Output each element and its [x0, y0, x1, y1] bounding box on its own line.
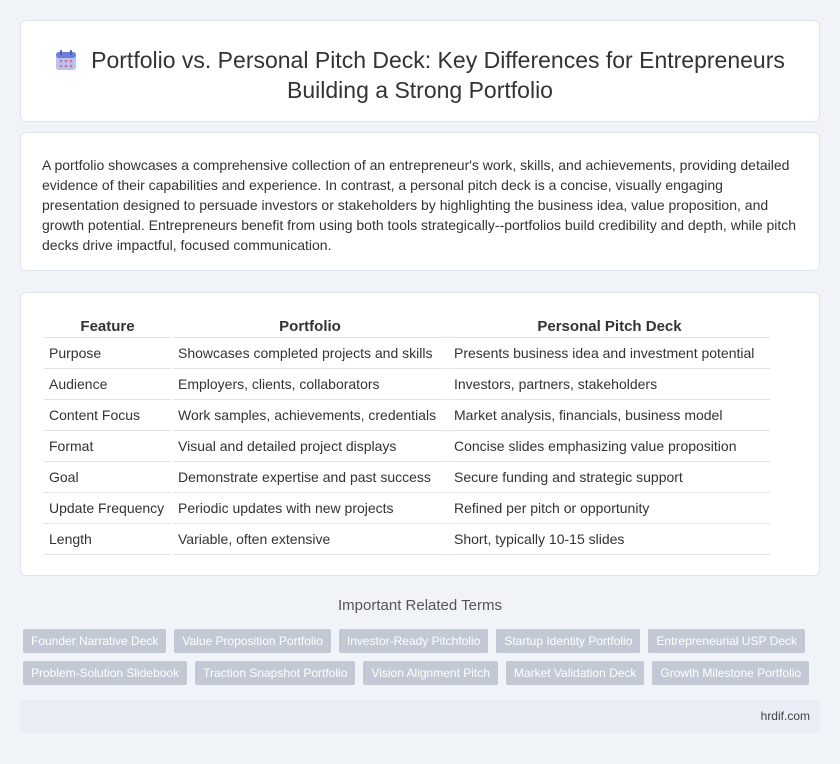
table-row: [44, 524, 770, 555]
related-term-tag[interactable]: Growth Milestone Portfolio: [652, 661, 809, 685]
pitch-deck-cell: Market analysis, financials, business model: [449, 400, 770, 431]
related-terms-tags: [23, 629, 823, 685]
feature-cell: Purpose: [44, 338, 171, 369]
page-title-block: [21, 45, 819, 105]
intro-paragraph: A portfolio showcases a comprehensive collection of an entrepreneur's work, skills, and achievements, providing detailed evidence of their capabilities and experience. In contrast, a personal pitch deck is a concise, visually engaging presentation designed to persuade investors or stakeholders by highlighting the business idea, value proposition, and growth potential. Entrepreneurs benefit from using both tools strategically--portfolios build credibility and depth, while pitch decks drive impactful, focused communication.: [42, 157, 797, 253]
portfolio-cell: Employers, clients, collaborators: [173, 369, 447, 400]
table-header-row: [44, 316, 770, 338]
header-pitch-deck: Personal Pitch Deck: [449, 316, 770, 338]
portfolio-cell: Demonstrate expertise and past success: [173, 462, 447, 493]
table-row: [44, 369, 770, 400]
related-term-tag[interactable]: Investor-Ready Pitchfolio: [339, 629, 488, 653]
pitch-deck-cell: Secure funding and strategic support: [449, 462, 770, 493]
portfolio-cell: Variable, often extensive: [173, 524, 447, 555]
feature-cell: Goal: [44, 462, 171, 493]
calendar-icon: [55, 49, 77, 71]
title-card: [20, 20, 820, 122]
table-row: [44, 400, 770, 431]
feature-cell: Length: [44, 524, 171, 555]
table-row: [44, 462, 770, 493]
feature-cell: Format: [44, 431, 171, 462]
related-terms-heading: Important Related Terms: [338, 597, 502, 614]
feature-cell: Content Focus: [44, 400, 171, 431]
related-term-tag[interactable]: Startup Identity Portfolio: [496, 629, 640, 653]
footer-site-link[interactable]: hrdif.com: [760, 709, 810, 723]
page-title: Portfolio vs. Personal Pitch Deck: Key Differences for Entrepreneurs Building a Strong Portfolio: [91, 47, 785, 103]
feature-cell: Audience: [44, 369, 171, 400]
pitch-deck-cell: Short, typically 10-15 slides: [449, 524, 770, 555]
table-row: [44, 338, 770, 369]
comparison-card: [20, 292, 820, 576]
related-term-tag[interactable]: Problem-Solution Slidebook: [23, 661, 187, 685]
related-term-tag[interactable]: Entrepreneurial USP Deck: [648, 629, 805, 653]
header-portfolio: Portfolio: [173, 316, 447, 338]
related-term-tag[interactable]: Founder Narrative Deck: [23, 629, 166, 653]
portfolio-cell: Work samples, achievements, credentials: [173, 400, 447, 431]
related-term-tag[interactable]: Vision Alignment Pitch: [363, 661, 498, 685]
portfolio-cell: Visual and detailed project displays: [173, 431, 447, 462]
comparison-table: [42, 316, 772, 555]
related-term-tag[interactable]: Traction Snapshot Portfolio: [195, 661, 355, 685]
pitch-deck-cell: Investors, partners, stakeholders: [449, 369, 770, 400]
portfolio-cell: Periodic updates with new projects: [173, 493, 447, 524]
pitch-deck-cell: Refined per pitch or opportunity: [449, 493, 770, 524]
table-row: [44, 431, 770, 462]
table-row: [44, 493, 770, 524]
feature-cell: Update Frequency: [44, 493, 171, 524]
header-feature: Feature: [44, 316, 171, 338]
related-term-tag[interactable]: Value Proposition Portfolio: [174, 629, 331, 653]
pitch-deck-cell: Presents business idea and investment potential: [449, 338, 770, 369]
intro-card: [20, 132, 820, 271]
footer: [20, 700, 820, 733]
pitch-deck-cell: Concise slides emphasizing value proposition: [449, 431, 770, 462]
portfolio-cell: Showcases completed projects and skills: [173, 338, 447, 369]
related-term-tag[interactable]: Market Validation Deck: [506, 661, 645, 685]
